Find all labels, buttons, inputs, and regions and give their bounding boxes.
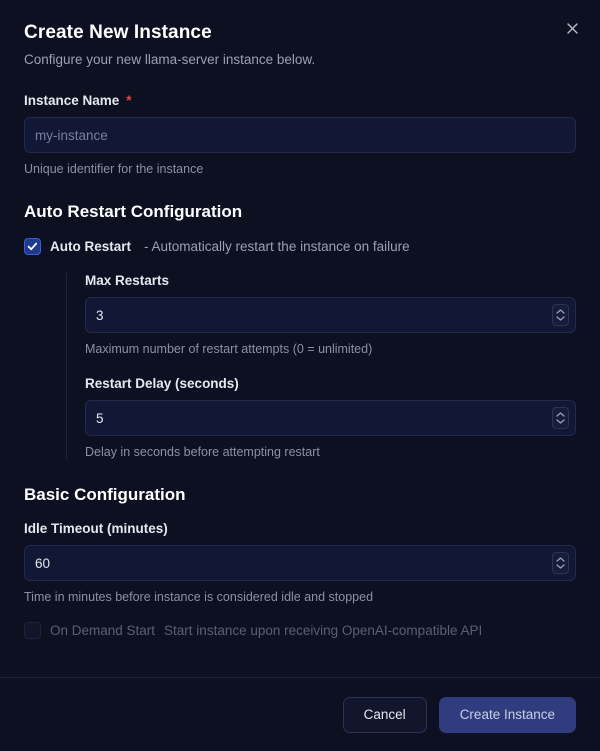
instance-name-label-text: Instance Name <box>24 93 120 108</box>
max-restarts-stepper[interactable] <box>552 304 569 326</box>
on-demand-start-checkbox[interactable] <box>24 622 41 639</box>
create-instance-button[interactable]: Create Instance <box>439 697 576 733</box>
restart-delay-stepper[interactable] <box>552 407 569 429</box>
instance-name-hint: Unique identifier for the instance <box>24 162 204 176</box>
idle-timeout-stepper[interactable] <box>552 552 569 574</box>
max-restarts-input[interactable]: 3 <box>85 297 576 333</box>
auto-restart-row[interactable] <box>24 238 576 255</box>
cancel-button[interactable]: Cancel <box>343 697 427 733</box>
auto-restart-checkbox[interactable] <box>24 238 41 255</box>
on-demand-start-description: Start instance upon receiving OpenAI-compatible API <box>164 623 483 638</box>
idle-timeout-hint: Time in minutes before instance is considered idle and stopped <box>24 590 374 604</box>
dialog-footer <box>0 677 600 751</box>
auto-restart-label: Auto Restart <box>50 239 132 254</box>
basic-section-title: Basic Configuration <box>24 485 186 504</box>
idle-timeout-field <box>24 545 576 581</box>
max-restarts-hint: Maximum number of restart attempts (0 = unlimited) <box>85 342 373 356</box>
auto-restart-section-title: Auto Restart Configuration <box>24 202 243 221</box>
instance-name-input[interactable]: my-instance <box>24 117 576 153</box>
restart-delay-hint: Delay in seconds before attempting restart <box>85 445 320 459</box>
required-marker: * <box>126 93 132 108</box>
on-demand-start-label: On Demand Start <box>50 623 156 638</box>
dialog-subtitle: Configure your new llama-server instance below. <box>24 52 316 67</box>
restart-delay-field <box>85 400 576 436</box>
scroll-fade <box>0 643 600 677</box>
max-restarts-field <box>85 297 576 333</box>
idle-timeout-label: Idle Timeout (minutes) <box>24 521 168 536</box>
auto-restart-subfields <box>66 273 576 459</box>
idle-timeout-input[interactable]: 60 <box>24 545 576 581</box>
page-title: Create New Instance <box>24 22 212 43</box>
restart-delay-label: Restart Delay (seconds) <box>85 376 239 391</box>
auto-restart-description: - Automatically restart the instance on failure <box>144 239 410 254</box>
max-restarts-label: Max Restarts <box>85 273 170 288</box>
on-demand-start-row[interactable] <box>24 622 576 639</box>
instance-name-label <box>24 93 576 108</box>
restart-delay-input[interactable]: 5 <box>85 400 576 436</box>
